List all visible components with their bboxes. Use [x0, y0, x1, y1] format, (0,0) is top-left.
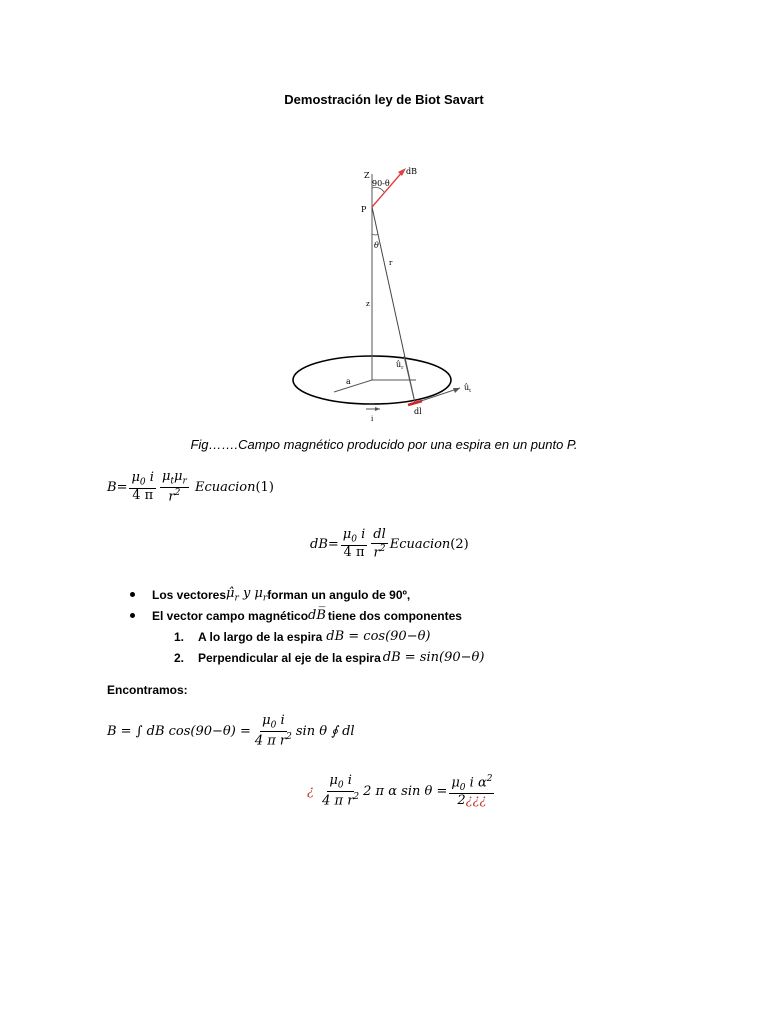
dB-label: dB — [406, 167, 417, 176]
z-axis-label: Z — [364, 171, 370, 180]
figure-caption: Fig…….Campo magnético producido por una espira en un punto P. — [190, 437, 578, 452]
current-i-label: i — [371, 415, 374, 422]
eq2-tag: (2) — [450, 537, 469, 553]
bullet-list — [130, 584, 484, 668]
ur-label: $û_r$ — [396, 360, 404, 371]
r-label: r — [389, 259, 393, 267]
bullet-dot — [130, 613, 135, 618]
angle-label: 90-θ — [372, 179, 390, 188]
eq1-lhs: B — [107, 480, 117, 496]
eq1-label: Ecuacion — [194, 480, 256, 496]
equation-4 — [307, 774, 496, 809]
dl-label: dl — [414, 407, 422, 416]
eq1-tag: (1) — [255, 480, 274, 496]
radius-a-label: a — [346, 377, 351, 386]
page-title: Demostración ley de Biot Savart — [284, 92, 484, 107]
bullet-item-1: Los vectores $\mû_r$ y $\mu_r$ forman un angulo de 90º, — [130, 584, 484, 605]
eq2-label: Ecuacion — [389, 537, 451, 553]
eq3-lhs: B = ∫ dB cos(90−θ) = — [107, 724, 251, 740]
equation-2: dB= $\frac{\mu_0 i}{4 \pi}$ $\frac{dl}{r^2}$ Ecuacion(2) — [310, 527, 469, 561]
equation-1: B= $\frac{\mu_0 i}{4 \pi}$ $\frac{\mu_t\mu_r}{r^2}$ Ecuacion(1) — [107, 469, 274, 505]
eq3-rhs: sin θ ∮ dl — [295, 724, 355, 740]
eq1-fraction-2: $\frac{\mu_t\mu_r}{r^2}$ — [161, 469, 187, 505]
numbered-item-2: 2. Perpendicular al eje de la espira dB = sin(90−θ) — [174, 650, 485, 665]
eq4-lead-symbol: ¿ — [307, 784, 314, 800]
eq4-fraction-2: $\frac{\mu_0 i \alpha^2}{2¿¿¿}$ — [451, 774, 493, 809]
eq2-fraction-1: $\frac{\mu_0 i}{4 \pi}$ — [342, 527, 366, 561]
ut-label: $û_t$ — [464, 383, 472, 394]
bullet-dot — [130, 592, 135, 597]
point-P-label: P — [361, 205, 367, 214]
z-label: z — [366, 300, 370, 308]
eq1-fraction-1: $\frac{\mu_0 i}{4 \pi}$ — [131, 470, 154, 504]
biot-savart-figure — [288, 160, 478, 422]
numbered-item-1: 1. A lo largo de la espira dB = cos(90−θ) — [174, 629, 431, 644]
eq4-fraction-1: $\frac{\mu_0 i}{4 \pi r^2}$ — [322, 773, 360, 809]
equation-3 — [107, 714, 355, 749]
bullet-item-2: El vector campo magnético dB̅ tiene dos componentes — [130, 605, 484, 626]
eq4-mid: 2 π α sin θ = — [363, 784, 448, 800]
figure-background — [288, 160, 478, 422]
eq2-lhs: dB — [310, 537, 328, 553]
eq3-fraction: $\frac{\mu_0 i}{4 \pi r^2}$ — [254, 713, 292, 749]
eq2-fraction-2: $\frac{dl}{r^2}$ — [373, 527, 386, 561]
theta-label: θ — [374, 241, 379, 250]
encontramos-heading: Encontramos: — [107, 683, 188, 697]
